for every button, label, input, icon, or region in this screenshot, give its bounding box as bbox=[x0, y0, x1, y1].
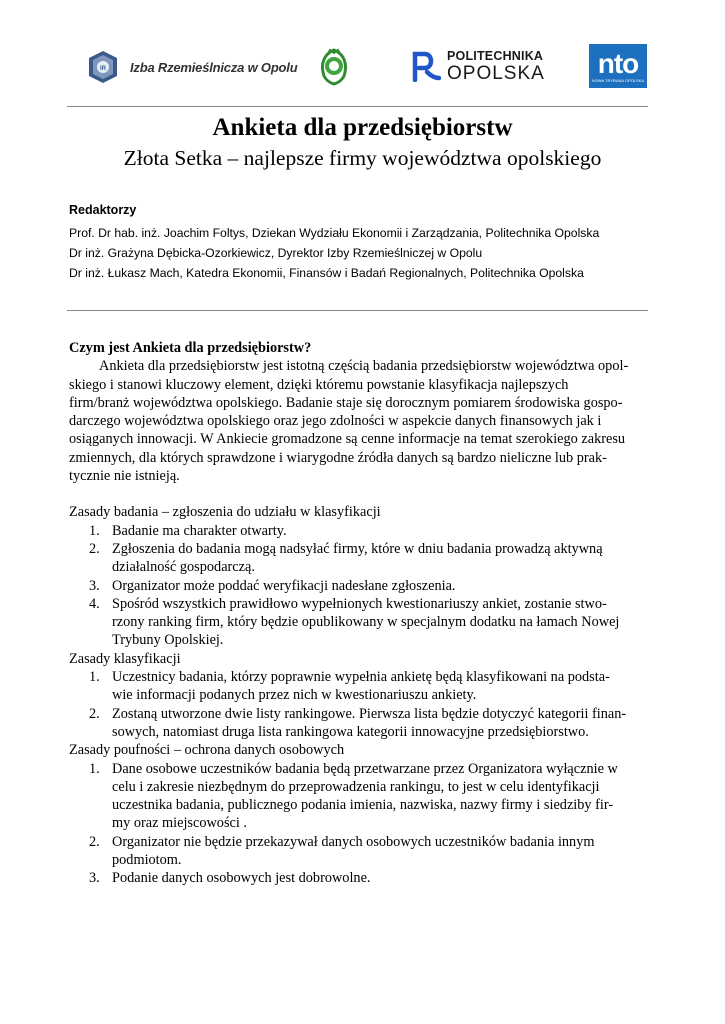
intro-line: osiąganych innowacji. W Ankiecie gromadzone są cenne informacje na temat szerokiego zakresu bbox=[69, 431, 626, 448]
logo-bar bbox=[0, 44, 725, 94]
document-subtitle: Złota Setka – najlepsze firmy województwa opolskiego bbox=[123, 146, 602, 170]
header-divider bbox=[67, 106, 648, 107]
list-text: Zostaną utworzone dwie listy rankingowe. Pierwsza lista będzie dotyczyć kategorii finan- bbox=[112, 705, 627, 722]
list-number: 1. bbox=[89, 760, 100, 777]
list-text: my oraz miejscowości . bbox=[112, 815, 247, 832]
editors-block bbox=[69, 203, 659, 283]
nto-logo bbox=[589, 44, 647, 88]
section-question: Czym jest Ankieta dla przedsiębiorstw? bbox=[69, 340, 312, 356]
section-heading: Zasady poufności – ochrona danych osobowych bbox=[69, 742, 345, 759]
wreath-emblem-icon bbox=[316, 46, 352, 86]
politechnika-logo bbox=[411, 50, 545, 83]
list-text: Dane osobowe uczestników badania będą przetwarzane przez Organizatora wyłącznie w bbox=[112, 760, 618, 777]
list-text: uczestnika badania, publicznego podania imienia, nazwiska, nazwy firmy i siedziby fir- bbox=[112, 797, 614, 814]
list-item bbox=[69, 668, 647, 705]
privacy-list bbox=[69, 760, 647, 888]
list-item bbox=[69, 577, 647, 595]
rules-list bbox=[69, 522, 647, 650]
nto-subtext: NOWA TRYBUNA OPOLSKA bbox=[591, 77, 645, 83]
list-text: sowych, natomiast druga lista rankingowa kategorii innowacyjne przedsiębiorstwo. bbox=[112, 723, 589, 740]
zlota-setka-logo bbox=[316, 46, 352, 86]
izba-name: Izba Rzemieślnicza w Opolu bbox=[130, 59, 298, 75]
list-number: 3. bbox=[89, 870, 100, 887]
list-text: wie informacji podanych przez nich w kwestionariuszu ankiety. bbox=[112, 687, 477, 704]
list-text: Trybuny Opolskiej. bbox=[112, 632, 224, 649]
list-text: Podanie danych osobowych jest dobrowolne. bbox=[112, 870, 371, 887]
intro-line: skiego i stanowi kluczowy element, dzięki któremu powstanie klasyfikacja najlepszych bbox=[69, 376, 569, 393]
list-text: Organizator może poddać weryfikacji nadesłane zgłoszenia. bbox=[112, 577, 456, 594]
list-text: podmiotom. bbox=[112, 852, 182, 869]
intro-line: darczego województwa opolskiego oraz jego zdolności w aspekcie danych finansowych jak i bbox=[69, 413, 602, 430]
list-number: 4. bbox=[89, 595, 100, 612]
list-text: Badanie ma charakter otwarty. bbox=[112, 522, 287, 539]
list-item bbox=[69, 595, 647, 650]
section-heading: Zasady klasyfikacji bbox=[69, 650, 181, 667]
intro-line: firm/branż województwa opolskiego. Badanie staje się dorocznym pomiarem środowiska gospo- bbox=[69, 394, 623, 411]
list-text: rzony ranking firm, który będzie opublikowany w specjalnym dodatku na łamach Nowej bbox=[112, 614, 620, 631]
classification-list bbox=[69, 668, 647, 741]
list-number: 1. bbox=[89, 669, 100, 686]
list-item bbox=[69, 833, 647, 870]
izba-logo bbox=[86, 50, 297, 84]
list-item bbox=[69, 540, 647, 577]
politechnika-bottom-text: OPOLSKA bbox=[447, 62, 545, 84]
section-heading: Zasady badania – zgłoszenia do udziału w klasyfikacji bbox=[69, 504, 381, 521]
editors-divider bbox=[67, 310, 648, 311]
intro-paragraph bbox=[69, 357, 647, 485]
editor-line: Dr inż. Łukasz Mach, Katedra Ekonomii, Finansów i Badań Regionalnych, Politechnika Opolska bbox=[69, 266, 584, 280]
politechnika-mark-icon bbox=[411, 50, 441, 82]
list-text: działalność gospodarczą. bbox=[112, 559, 255, 576]
intro-line: Ankieta dla przedsiębiorstw jest istotną częścią badania przedsiębiorstw województwa opol- bbox=[99, 358, 629, 375]
politechnika-top-text: POLITECHNIKA bbox=[447, 49, 544, 63]
document-body bbox=[69, 339, 647, 888]
document-title: Ankieta dla przedsiębiorstw bbox=[212, 114, 513, 141]
list-number: 1. bbox=[89, 522, 100, 539]
list-item bbox=[69, 869, 647, 887]
list-item bbox=[69, 760, 647, 833]
intro-line: zmiennych, dla których sprawdzone i wiarygodne źródła danych są bardzo nieliczne lub prak- bbox=[69, 449, 607, 466]
list-number: 2. bbox=[89, 540, 100, 557]
izba-emblem-icon bbox=[86, 50, 120, 84]
editor-line: Dr inż. Grażyna Dębicka-Ozorkiewicz, Dyrektor Izby Rzemieślniczej w Opolu bbox=[69, 246, 483, 260]
list-text: Zgłoszenia do badania mogą nadsyłać firmy, które w dniu badania prowadzą aktywną bbox=[112, 540, 603, 557]
list-number: 3. bbox=[89, 577, 100, 594]
intro-line: tycznie nie istnieją. bbox=[69, 468, 180, 485]
editors-heading: Redaktorzy bbox=[69, 203, 137, 217]
svg-text:IR: IR bbox=[100, 66, 106, 72]
list-number: 2. bbox=[89, 705, 100, 722]
nto-text: nto bbox=[597, 47, 639, 79]
list-text: celu i zakresie niezbędnym do przeprowadzenia rankingu, to jest w celu identyfikacji bbox=[112, 778, 600, 795]
list-number: 2. bbox=[89, 833, 100, 850]
list-text: Organizator nie będzie przekazywał danych osobowych uczestników badania innym bbox=[112, 833, 595, 850]
list-text: Uczestnicy badania, którzy poprawnie wypełnia ankietę będą klasyfikowani na podsta- bbox=[112, 669, 610, 686]
list-item bbox=[69, 705, 647, 742]
list-text: Spośród wszystkich prawidłowo wypełnionych kwestionariuszy ankiet, zostanie stwo- bbox=[112, 595, 607, 612]
editor-line: Prof. Dr hab. inż. Joachim Foltys, Dziekan Wydziału Ekonomii i Zarządzania, Politechnika Opolska bbox=[69, 226, 600, 240]
list-item bbox=[69, 522, 647, 540]
